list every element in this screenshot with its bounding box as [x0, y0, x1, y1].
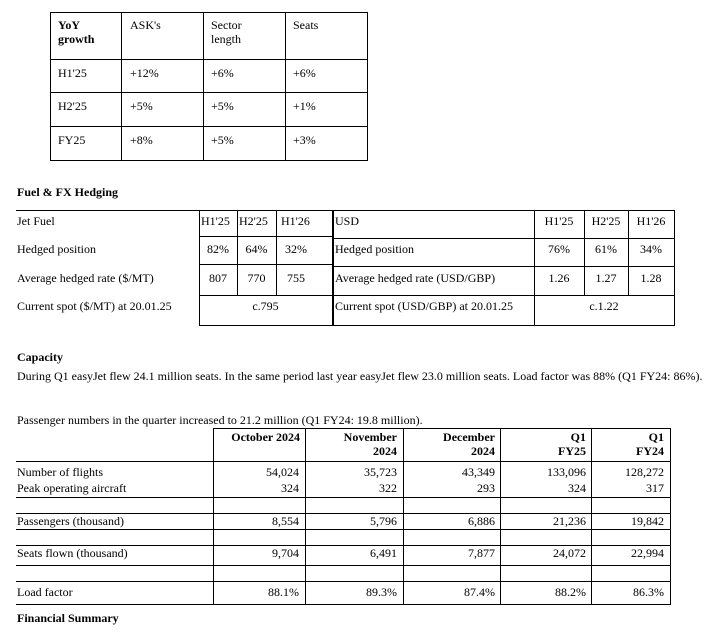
ops-col-header: November — [343, 430, 397, 444]
ops-row-label: Peak operating aircraft — [17, 481, 127, 495]
capacity-paragraph: During Q1 easyJet flew 24.1 million seats. In the same period last year easyJet flew 23.0 million seats. Load factor was 88% (Q1 FY24: 86%). — [17, 369, 703, 383]
yoy-seats-value: +1% — [293, 99, 316, 113]
ops-value: 24,072 — [553, 546, 586, 560]
fuel-avg-label: Average hedged rate ($/MT) — [17, 271, 154, 285]
fuel-spot-label: Current spot ($/MT) at 20.01.25 — [17, 299, 172, 313]
ops-row-label: Seats flown (thousand) — [17, 546, 128, 560]
ops-value: 6,491 — [370, 546, 397, 560]
ops-value: 324 — [568, 481, 586, 495]
fx-avg-value: 1.27 — [595, 271, 617, 285]
yoy-period: FY25 — [58, 133, 86, 147]
fx-avg-label: Average hedged rate (USD/GBP) — [335, 271, 496, 285]
fuel-hedged-value: 32% — [285, 242, 307, 256]
ops-col-header: Q1 — [570, 430, 586, 444]
ops-value: 6,886 — [468, 514, 495, 528]
ops-value: 89.3% — [366, 585, 397, 599]
fuel-avg-value: 755 — [287, 271, 305, 285]
ops-value: 5,796 — [370, 514, 397, 528]
fx-hedged-value: 34% — [640, 242, 662, 256]
ops-value: 35,723 — [364, 465, 397, 479]
ops-value: 54,024 — [266, 465, 299, 479]
ops-value: 317 — [646, 481, 664, 495]
fuel-hedged-label: Hedged position — [17, 242, 96, 256]
ops-col-header: FY25 — [558, 444, 586, 458]
ops-col-header: Q1 — [648, 430, 664, 444]
fx-hedged-value: 61% — [595, 242, 617, 256]
capacity-heading: Capacity — [17, 350, 63, 364]
fx-header-h126: H1'26 — [636, 214, 666, 228]
ops-value: 43,349 — [462, 465, 495, 479]
fx-header-h125: H1'25 — [544, 214, 574, 228]
ops-col-header: October 2024 — [231, 430, 300, 444]
fuel-header-h225: H2'25 — [239, 214, 268, 228]
fuel-header-h126: H1'26 — [281, 214, 310, 228]
ops-col-header: December — [443, 430, 495, 444]
ops-value: 86.3% — [633, 585, 664, 599]
ops-value: 8,554 — [272, 514, 299, 528]
ops-value: 293 — [477, 481, 495, 495]
fx-header-h225: H2'25 — [591, 214, 621, 228]
ops-row-label: Number of flights — [17, 465, 103, 479]
fx-hedged-label: Hedged position — [335, 242, 414, 256]
yoy-ask-value: +12% — [130, 66, 159, 80]
fuel-header-h125: H1'25 — [201, 214, 230, 228]
fx-spot-value: c.1.22 — [589, 299, 619, 313]
financial-summary-heading: Financial Summary — [17, 611, 119, 625]
fx-spot-label: Current spot (USD/GBP) at 20.01.25 — [335, 299, 513, 313]
ops-value: 88.1% — [268, 585, 299, 599]
fx-hedged-value: 76% — [548, 242, 570, 256]
yoy-seats-value: +3% — [293, 133, 316, 147]
yoy-ask-value: +5% — [130, 99, 153, 113]
ops-value: 21,236 — [553, 514, 586, 528]
yoy-sector-value: +5% — [211, 133, 234, 147]
ops-col-header: 2024 — [471, 444, 495, 458]
yoy-sector-value: +6% — [211, 66, 234, 80]
ops-value: 87.4% — [464, 585, 495, 599]
fuel-hedged-value: 64% — [245, 242, 268, 256]
ops-value: 133,096 — [547, 465, 586, 479]
ops-value: 19,842 — [631, 514, 664, 528]
fuel-hedged-value: 82% — [207, 242, 229, 256]
fuel-avg-value: 807 — [209, 271, 227, 285]
fuel-avg-value: 770 — [247, 271, 266, 285]
yoy-period: H2'25 — [58, 99, 87, 113]
ops-value: 128,272 — [625, 465, 664, 479]
yoy-ask-value: +8% — [130, 133, 153, 147]
yoy-header-ask: ASK's — [130, 18, 161, 32]
ops-row-label: Load factor — [17, 585, 73, 599]
ops-row-label: Passengers (thousand) — [17, 514, 124, 528]
fx-avg-value: 1.28 — [640, 271, 662, 285]
yoy-period: H1'25 — [58, 66, 87, 80]
fx-header-label: USD — [335, 214, 360, 228]
yoy-header-seats: Seats — [293, 18, 319, 32]
yoy-seats-value: +6% — [293, 66, 316, 80]
fx-avg-value: 1.26 — [548, 271, 570, 285]
ops-value: 22,994 — [631, 546, 664, 560]
hedging-heading: Fuel & FX Hedging — [17, 185, 118, 199]
yoy-header-sector: Sector length — [211, 18, 242, 46]
fuel-spot-value: c.795 — [252, 299, 279, 313]
fuel-header-label: Jet Fuel — [17, 214, 55, 228]
ops-value: 324 — [281, 481, 299, 495]
ops-value: 322 — [379, 481, 397, 495]
yoy-header-metric: YoY growth — [58, 18, 95, 46]
ops-col-header: 2024 — [373, 444, 397, 458]
yoy-sector-value: +5% — [211, 99, 234, 113]
ops-value: 7,877 — [468, 546, 495, 560]
ops-value: 9,704 — [272, 546, 299, 560]
passenger-paragraph: Passenger numbers in the quarter increased to 21.2 million (Q1 FY24: 19.8 million). — [17, 413, 423, 427]
ops-col-header: FY24 — [636, 444, 664, 458]
ops-value: 88.2% — [555, 585, 586, 599]
